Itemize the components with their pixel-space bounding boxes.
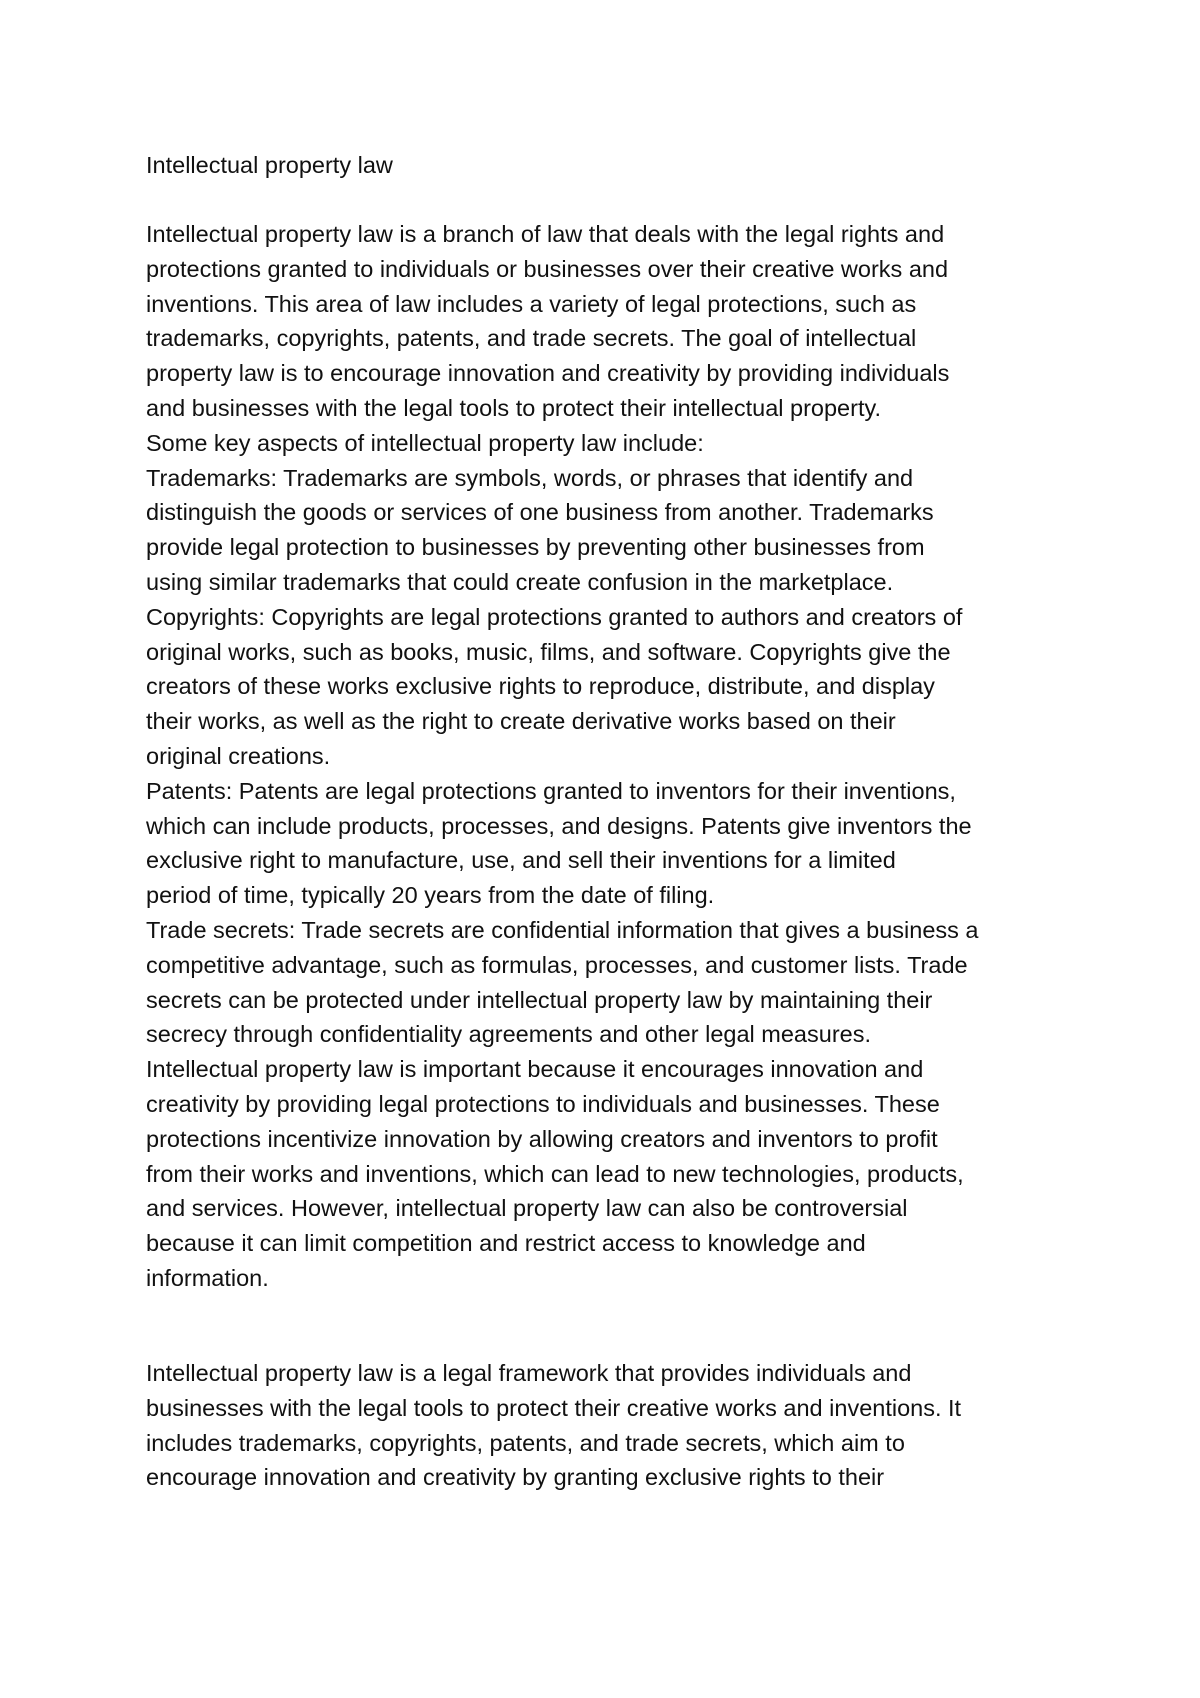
body-line: property law is to encourage innovation and creativity by providing individuals <box>146 360 950 387</box>
body-line: Trademarks: Trademarks are symbols, words, or phrases that identify and <box>146 464 914 491</box>
summary-line: encourage innovation and creativity by granting exclusive rights to their <box>146 1464 885 1491</box>
body-line: secrecy through confidentiality agreements and other legal measures. <box>146 1021 871 1048</box>
body-line: Copyrights: Copyrights are legal protections granted to authors and creators of <box>146 603 963 630</box>
body-line: creativity by providing legal protections to individuals and businesses. These <box>146 1090 940 1117</box>
body-line: from their works and inventions, which can lead to new technologies, products, <box>146 1160 964 1187</box>
body-line: information. <box>146 1264 269 1291</box>
body-line: Intellectual property law is a branch of law that deals with the legal rights and <box>146 221 945 247</box>
body-line: trademarks, copyrights, patents, and trade secrets. The goal of intellectual <box>146 325 917 352</box>
body-line: Some key aspects of intellectual property law include: <box>146 429 704 456</box>
body-line: original creations. <box>146 742 331 769</box>
body-line: their works, as well as the right to create derivative works based on their <box>146 708 896 735</box>
body-line: inventions. This area of law includes a variety of legal protections, such as <box>146 290 917 317</box>
summary-line: businesses with the legal tools to protect their creative works and inventions. It <box>146 1394 962 1421</box>
body-line: creators of these works exclusive rights to reproduce, distribute, and display <box>146 673 935 700</box>
body-line: Intellectual property law is important because it encourages innovation and <box>146 1056 924 1083</box>
body-line: which can include products, processes, and designs. Patents give inventors the <box>146 812 972 839</box>
body-line: because it can limit competition and restrict access to knowledge and <box>146 1230 866 1257</box>
body-line: protections incentivize innovation by allowing creators and inventors to profit <box>146 1125 938 1152</box>
body-line: using similar trademarks that could create confusion in the marketplace. <box>146 568 894 595</box>
summary-line: includes trademarks, copyrights, patents, and trade secrets, which aim to <box>146 1429 905 1456</box>
body-line: secrets can be protected under intellectual property law by maintaining their <box>146 986 933 1013</box>
body-line: Trade secrets: Trade secrets are confidential information that gives a business a <box>146 916 979 943</box>
body-line: competitive advantage, such as formulas, processes, and customer lists. Trade <box>146 951 968 978</box>
body-line: and services. However, intellectual property law can also be controversial <box>146 1195 908 1222</box>
document-title <box>146 148 1086 183</box>
body-line: and businesses with the legal tools to protect their intellectual property. <box>146 394 882 421</box>
body-line: protections granted to individuals or businesses over their creative works and <box>146 255 949 282</box>
summary-paragraph <box>146 1356 1086 1495</box>
summary-line: Intellectual property law is a legal framework that provides individuals and <box>146 1360 912 1386</box>
body-line: distinguish the goods or services of one business from another. Trademarks <box>146 499 934 526</box>
title-line: Intellectual property law <box>146 152 393 178</box>
main-body-text <box>146 217 1086 1296</box>
body-line: exclusive right to manufacture, use, and sell their inventions for a limited <box>146 847 896 874</box>
body-line: provide legal protection to businesses by preventing other businesses from <box>146 534 925 561</box>
body-line: original works, such as books, music, films, and software. Copyrights give the <box>146 638 951 665</box>
body-line: period of time, typically 20 years from the date of filing. <box>146 882 715 909</box>
body-line: Patents: Patents are legal protections granted to inventors for their inventions, <box>146 777 956 804</box>
